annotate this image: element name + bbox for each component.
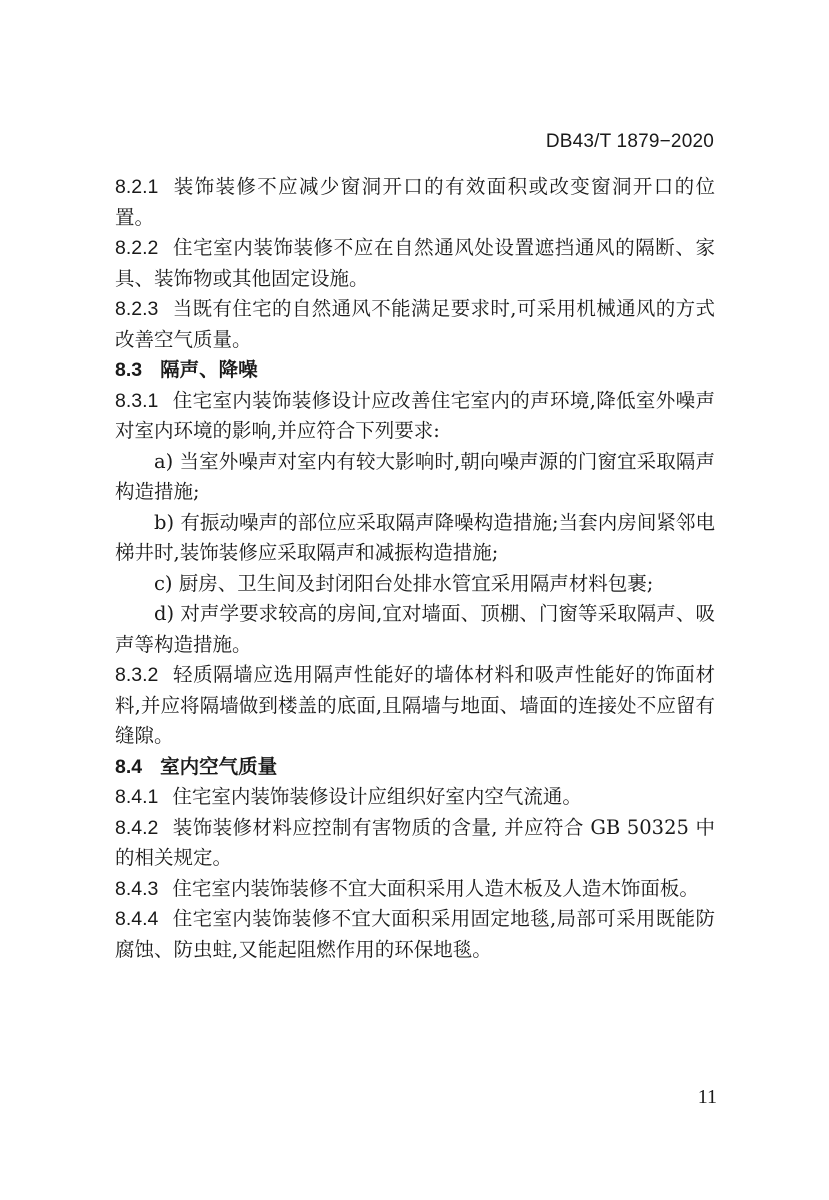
section-title: 隔声、降噪 <box>160 359 258 381</box>
clause-number: 8.2.3 <box>115 298 159 320</box>
clause-text: 住宅室内装饰装修不应在自然通风处设置遮挡通风的隔断、家具、装饰物或其他固定设施。 <box>115 236 715 290</box>
clause-number: 8.4.2 <box>115 816 159 839</box>
clause-8-2-2 <box>115 233 715 294</box>
list-item-c: c) 厨房、卫生间及封闭阳台处排水管宜采用隔声材料包裹; <box>154 571 654 595</box>
document-body <box>115 172 715 965</box>
document-code: DB43/T 1879−2020 <box>545 131 714 152</box>
clause-number: 8.2.2 <box>115 237 159 259</box>
section-number: 8.4 <box>115 755 143 778</box>
clause-text: 轻质隔墙应选用隔声性能好的墙体材料和吸声性能好的饰面材料,并应将隔墙做到楼盖的底面,且隔墙与地面、墙面的连接处不应留有缝隙。 <box>115 663 715 747</box>
list-item-b: b) 有振动噪声的部位应采取隔声降噪构造措施;当套内房间紧邻电梯井时,装饰装修应采取隔声和减振构造措施; <box>115 510 715 564</box>
clause-text: 装饰装修材料应控制有害物质的含量, 并应符合 GB 50325 中的相关规定。 <box>115 815 715 869</box>
section-number: 8.3 <box>115 359 143 381</box>
clause-8-4-2 <box>115 813 715 874</box>
clause-number: 8.2.1 <box>115 176 159 198</box>
clause-number: 8.4.3 <box>115 877 159 900</box>
section-heading-8-4 <box>115 752 715 783</box>
clause-text: 住宅室内装饰装修设计应组织好室内空气流通。 <box>172 785 582 808</box>
list-item-d: d) 对声学要求较高的房间,宜对墙面、顶棚、门窗等采取隔声、吸声等构造措施。 <box>115 602 715 656</box>
clause-text: 住宅室内装饰装修设计应改善住宅室内的声环境,降低室外噪声对室内环境的影响,并应符合下列要求: <box>115 388 715 442</box>
page-number: 11 <box>697 1086 717 1108</box>
clause-number: 8.4.1 <box>115 786 159 808</box>
section-heading-8-3 <box>115 355 715 386</box>
clause-8-3-2 <box>115 660 715 752</box>
clause-8-4-1 <box>115 782 715 813</box>
clause-number: 8.4.4 <box>115 908 159 930</box>
clause-text: 住宅室内装饰装修不宜大面积采用固定地毯,局部可采用既能防腐蚀、防虫蛀,又能起阻燃作用的环保地毯。 <box>115 907 715 961</box>
clause-8-4-4 <box>115 904 715 965</box>
clause-8-3-1 <box>115 386 715 447</box>
section-title: 室内空气质量 <box>160 755 278 778</box>
clause-number: 8.3.2 <box>115 664 159 686</box>
clause-number: 8.3.1 <box>115 389 159 412</box>
clause-8-4-3 <box>115 874 715 905</box>
list-item-a: a) 当室外噪声对室内有较大影响时,朝向噪声源的门窗宜采取隔声构造措施; <box>115 449 715 503</box>
clause-text: 当既有住宅的自然通风不能满足要求时,可采用机械通风的方式改善空气质量。 <box>115 297 715 351</box>
clause-text: 住宅室内装饰装修不宜大面积采用人造木板及人造木饰面板。 <box>172 876 699 900</box>
clause-8-2-3 <box>115 294 715 355</box>
clause-text: 装饰装修不应减少窗洞开口的有效面积或改变窗洞开口的位置。 <box>115 175 715 229</box>
clause-8-2-1 <box>115 172 715 233</box>
